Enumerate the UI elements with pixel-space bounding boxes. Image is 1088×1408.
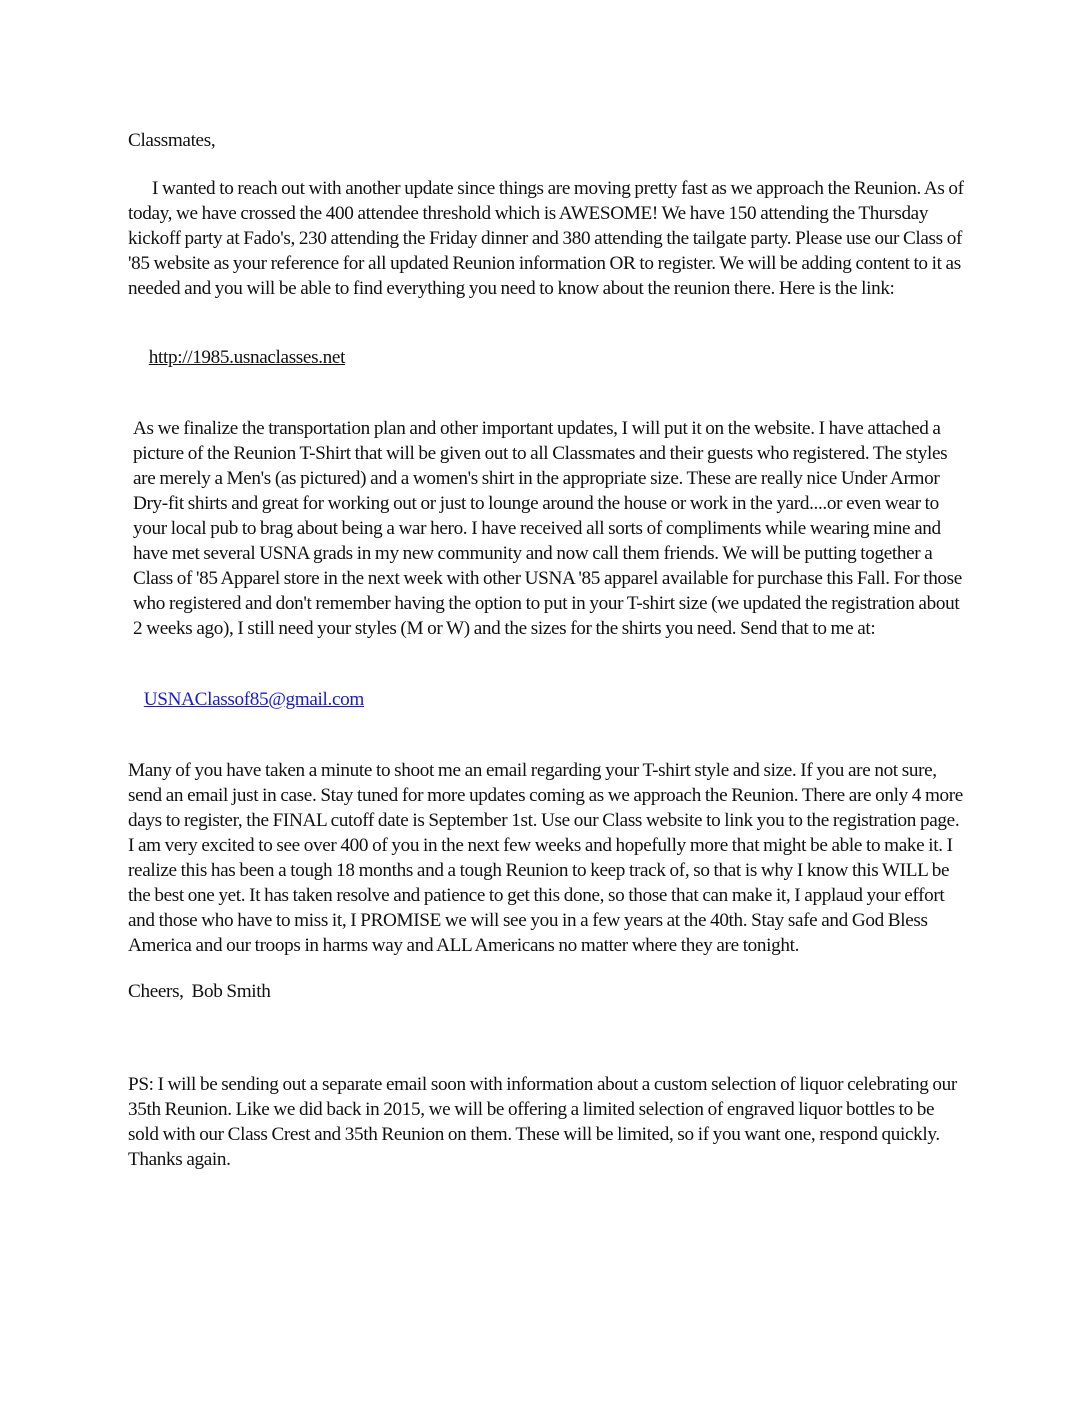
email-link[interactable]: USNAClassof85@gmail.com: [143, 689, 364, 710]
paragraph-registration: Many of you have taken a minute to shoot me an email regarding your T-shirt style and size. If you are not sure, send an email just in case. Stay tuned for more updates coming as we approach the Reunion. There are only 4 more days to register, the FINAL cutoff date is September 1st. Use our Class website to link you to the registration page. I am very excited to see over 400 of you in the next few weeks and hopefully more that might be able to make it. I realize this has been a tough 18 months and a tough Reunion to keep track of, so that is why I know this WILL be the best one yet. It has taken resolve and patience to get this done, so those that can make it, I applaud your effort and those who have to miss it, I PROMISE we will see you in a few years at the 40th. Stay safe and God Bless America and our troops in harms way and ALL Americans no matter where they are tonight.: [128, 760, 967, 956]
signoff: Cheers, Bob Smith: [128, 981, 271, 1002]
website-link-line: [128, 320, 968, 395]
postscript: PS: I will be sending out a separate email soon with information about a custom selection of liquor celebrating our 35th Reunion. Like we did back in 2015, we will be offering a limited selection of engraved liquor bottles to be sold with our Class Crest and 35th Reunion on them. These will be limited, so if you want one, respond quickly. Thanks again.: [128, 1074, 961, 1170]
paragraph-reunion-update: I wanted to reach out with another update since things are moving pretty fast as we approach the Reunion. As of today, we have crossed the 400 attendee threshold which is AWESOME! We have 150 attending the Thursday kickoff party at Fado's, 230 attending the Friday dinner and 380 attending the tailgate party. Please use our Class of '85 website as your reference for all updated Reunion information OR to register. We will be adding content to it as needed and you will be able to find everything you need to know about the reunion there. Here is the link:: [128, 178, 968, 299]
email-link-line: [128, 662, 968, 737]
paragraph-tshirt: As we finalize the transportation plan and other important updates, I will put it on the website. I have attached a picture of the Reunion T-Shirt that will be given out to all Classmates and their guests who registered. The styles are merely a Men's (as pictured) and a women's shirt in the appropriate size. These are really nice Under Armor Dry-fit shirts and great for working out or just to lounge around the house or work in the yard....or even wear to your local pub to brag about being a war hero. I have received all sorts of compliments while wearing mine and have met several USNA grads in my new community and now call them friends. We will be putting together a Class of '85 Apparel store in the next week with other USNA '85 apparel available for purchase this Fall. For those who registered and don't remember having the option to put in your T-shirt size (we updated the registration about 2 weeks ago), I still need your styles (M or W) and the sizes for the shirts you need. Send that to me at:: [133, 418, 966, 639]
greeting: Classmates,: [128, 130, 216, 151]
letter-page: [128, 128, 968, 1172]
website-link[interactable]: http://1985.usnaclasses.net: [148, 347, 346, 368]
